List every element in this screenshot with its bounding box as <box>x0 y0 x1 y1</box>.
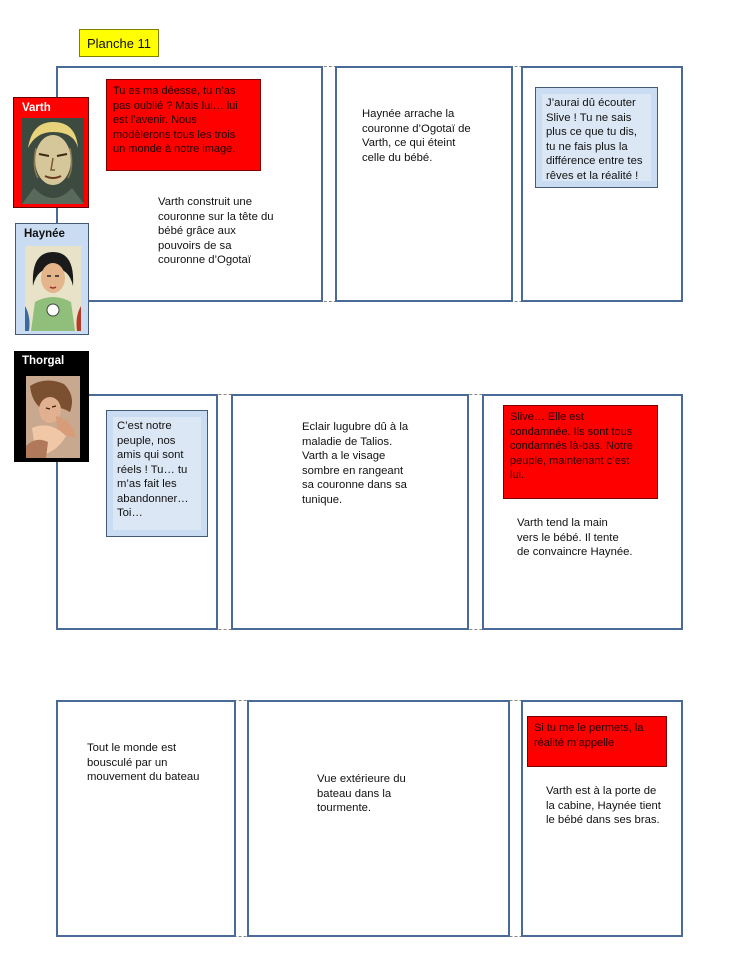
speech-bubble <box>535 87 658 188</box>
panel-caption: Varth est à la porte de la cabine, Haynée tient le bébé dans ses bras. <box>546 785 661 826</box>
character-name: Thorgal <box>22 355 65 367</box>
character-card-thorgal <box>14 351 89 462</box>
character-name: Varth <box>22 102 51 114</box>
panel-row3-2 <box>247 700 510 937</box>
panel-caption: Eclair lugubre dû à la maladie de Talios. Varth a le visage sombre en rangeant sa couronne dans sa tunique. <box>302 421 409 506</box>
panel-caption: Varth construit une couronne sur la tête du bébé grâce aux pouvoirs de sa couronne d’Ogotaï <box>158 196 274 266</box>
panel-caption: Tout le monde est bousculé par un mouvement du bateau <box>87 742 200 783</box>
panel-row3-1 <box>56 700 236 937</box>
speech-bubble <box>106 410 208 537</box>
haynee-portrait-icon <box>25 246 81 331</box>
character-name: Haynée <box>24 228 65 240</box>
speech-text: C’est notre peuple, nos amis qui sont réels ! Tu… tu m’as fait les abandonner… Toi… <box>113 417 201 530</box>
panel-caption: Vue extérieure du bateau dans la tourmente. <box>317 773 406 814</box>
varth-portrait-icon <box>22 118 84 204</box>
speech-bubble: Si tu me le permets, la réalité m’appelle <box>527 716 667 767</box>
panel-row1-2 <box>335 66 513 302</box>
panel-caption: Varth tend la main vers le bébé. Il tente de convaincre Haynée. <box>517 517 633 558</box>
page-title: Planche 11 <box>79 29 159 57</box>
character-card-varth <box>13 97 89 208</box>
panel-caption: Haynée arrache la couronne d’Ogotaï de Varth, ce qui éteint celle du bébé. <box>362 108 471 164</box>
thorgal-portrait-icon <box>26 376 80 458</box>
speech-bubble: Slive… Elle est condamnée. Ils sont tous condamnés là-bas. Notre peuple, maintenant c’est lui. <box>503 405 658 499</box>
speech-bubble: Tu es ma déesse, tu n’as pas oublié ? Mais lui… lui est l’avenir. Nous modèlerons tous les trois un monde à notre image. <box>106 79 261 171</box>
character-card-haynee <box>15 223 89 335</box>
speech-text: J’aurai dû écouter Slive ! Tu ne sais plus ce que tu dis, tu ne fais plus la différence entre tes rêves et la réalité ! <box>542 94 651 181</box>
